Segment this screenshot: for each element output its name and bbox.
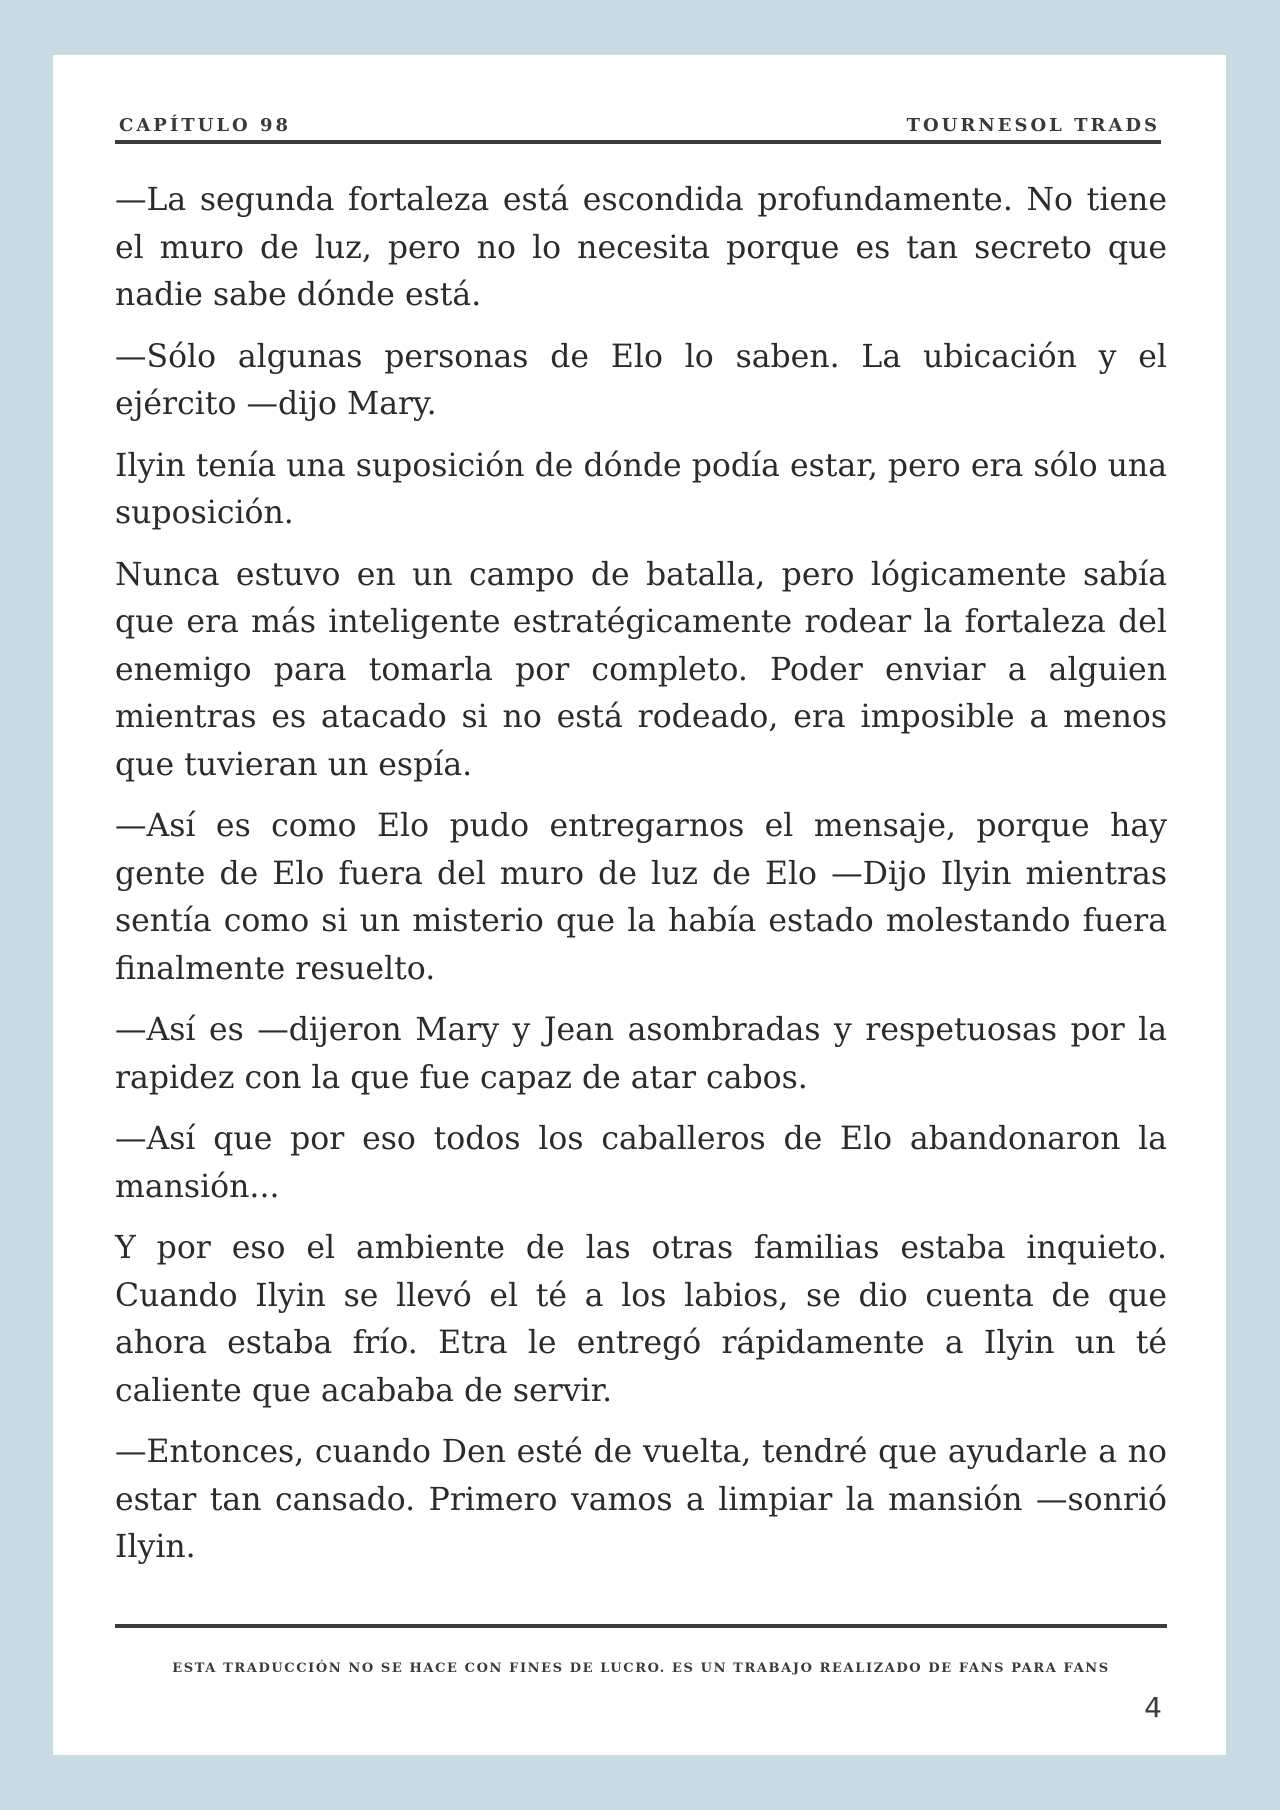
paragraph: —La segunda fortaleza está escondida profundamente. No tiene el muro de luz, pero no lo necesita porque es tan secreto que nadie sabe dónde está. — [115, 182, 1167, 313]
paragraph: —Así es —dijeron Mary y Jean asombradas y respetuosas por la rapidez con la que fue capaz de atar cabos. — [115, 1012, 1167, 1096]
document-page — [53, 55, 1226, 1755]
paragraph: Nunca estuvo en un campo de batalla, pero lógicamente sabía que era más inteligente estratégicamente rodear la fortaleza del enemigo para tomarla por completo. Poder enviar a alguien mientras es atacado si no está rodeado, era imposible a menos que tuvieran un espía. — [115, 556, 1167, 783]
footer-disclaimer: ESTA TRADUCCIÓN NO SE HACE CON FINES DE LUCRO. ES UN TRABAJO REALIZADO DE FANS PARA FANS — [172, 1661, 1110, 1676]
header-divider — [115, 140, 1161, 144]
paragraph: —Entonces, cuando Den esté de vuelta, tendré que ayudarle a no estar tan cansado. Primero vamos a limpiar la mansión —sonrió Ilyin. — [115, 1434, 1167, 1565]
chapter-label: CAPÍTULO 98 — [119, 114, 291, 136]
page-header — [119, 105, 1160, 145]
paragraph: —Así que por eso todos los caballeros de Elo abandonaron la mansión... — [115, 1121, 1167, 1205]
page-number: 4 — [1144, 1691, 1162, 1724]
footer-divider — [115, 1624, 1167, 1628]
body-text — [115, 177, 1167, 1586]
paragraph: —Así es como Elo pudo entregarnos el mensaje, porque hay gente de Elo fuera del muro de luz de Elo —Dijo Ilyin mientras sentía como si un misterio que la había estado molestando fuera finalmente resuelto. — [115, 808, 1167, 987]
paragraph: Ilyin tenía una suposición de dónde podía estar, pero era sólo una suposición. — [115, 447, 1167, 531]
paragraph: —Sólo algunas personas de Elo lo saben. La ubicación y el ejército —dijo Mary. — [115, 338, 1167, 422]
group-label: TOURNESOL TRADS — [906, 114, 1160, 136]
paragraph: Y por eso el ambiente de las otras familias estaba inquieto. Cuando Ilyin se llevó el té a los labios, se dio cuenta de que ahora estaba frío. Etra le entregó rápidamente a Ilyin un té caliente que acababa de servir. — [115, 1230, 1167, 1409]
